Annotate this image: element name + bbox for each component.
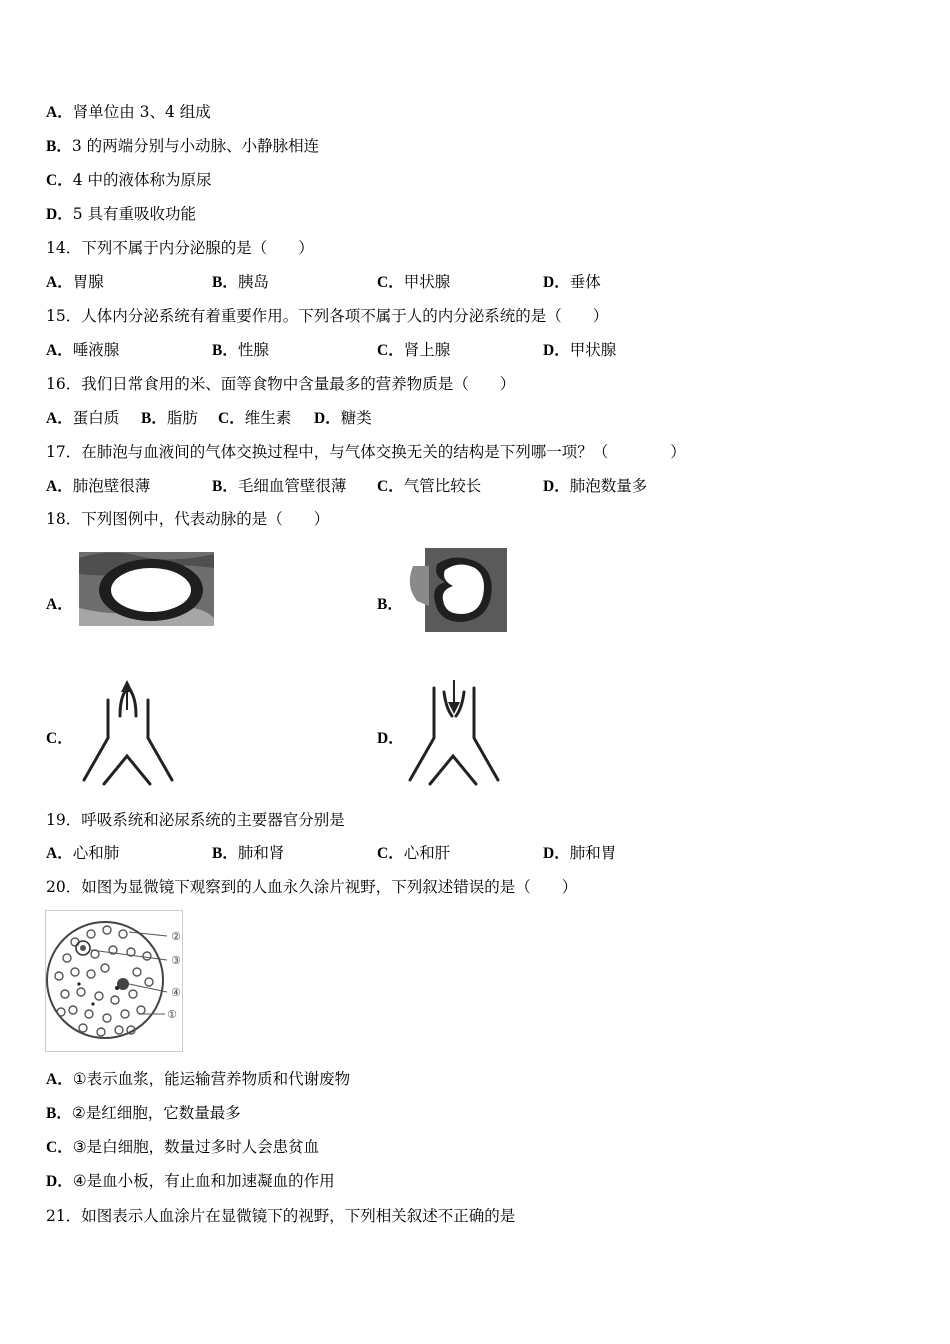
fig-mark-1: ① bbox=[167, 1008, 177, 1021]
q16-option-d: D．糖类 bbox=[314, 409, 372, 427]
q17-option-b: B．毛细血管壁很薄 bbox=[212, 477, 347, 495]
fig-mark-2: ② bbox=[171, 930, 181, 943]
q19-stem: 19．呼吸系统和泌尿系统的主要器官分别是 bbox=[46, 811, 345, 829]
q14-option-d: D．垂体 bbox=[543, 273, 601, 291]
q19-option-d: D．肺和胃 bbox=[543, 844, 617, 862]
q16-option-b: B．脂肪 bbox=[141, 409, 198, 427]
q15-option-a: A．唾液腺 bbox=[46, 341, 120, 359]
q13-option-b: B．3 的两端分别与小动脉、小静脉相连 bbox=[46, 137, 320, 155]
q16-options bbox=[46, 408, 746, 428]
q17-options bbox=[46, 476, 746, 496]
q14-option-b: B．胰岛 bbox=[212, 273, 269, 291]
vessel-diagram-upward-arrow bbox=[80, 676, 175, 788]
q15-stem: 15．人体内分泌系统有着重要作用。下列各项不属于人的内分泌系统的是（ ） bbox=[46, 307, 609, 325]
q19-option-a: A．心和肺 bbox=[46, 844, 120, 862]
q17-stem: 17．在肺泡与血液间的气体交换过程中，与气体交换无关的结构是下列哪一项？（ ） bbox=[46, 443, 686, 461]
q14-option-c: C．甲状腺 bbox=[377, 273, 451, 291]
q18-label-c: C． bbox=[46, 730, 73, 747]
q19-options bbox=[46, 843, 746, 863]
q13-option-d: D．5 具有重吸收功能 bbox=[46, 205, 196, 223]
vessel-diagram-downward-arrow bbox=[406, 676, 501, 788]
q16-option-a: A．蛋白质 bbox=[46, 409, 120, 427]
q14-option-a: A．胃腺 bbox=[46, 273, 104, 291]
q20-option-d: D．④是血小板，有止血和加速凝血的作用 bbox=[46, 1172, 335, 1190]
q17-option-a: A．肺泡壁很薄 bbox=[46, 477, 151, 495]
q15-option-c: C．肾上腺 bbox=[377, 341, 451, 359]
q13-option-c: C．4 中的液体称为原尿 bbox=[46, 171, 212, 189]
q14-stem: 14．下列不属于内分泌腺的是（ ） bbox=[46, 239, 314, 257]
q13-option-a: A．肾单位由 3、4 组成 bbox=[46, 103, 211, 121]
q16-stem: 16．我们日常食用的米、面等食物中含量最多的营养物质是（ ） bbox=[46, 375, 516, 393]
q19-option-b: B．肺和肾 bbox=[212, 844, 285, 862]
artery-cross-section-image bbox=[79, 548, 214, 628]
blood-smear-microscope-image bbox=[45, 910, 183, 1052]
q18-label-d: D． bbox=[377, 730, 404, 747]
q18-label-b: B． bbox=[377, 596, 403, 613]
q17-option-c: C．气管比较长 bbox=[377, 477, 482, 495]
q17-option-d: D．肺泡数量多 bbox=[543, 477, 648, 495]
q14-options bbox=[46, 272, 746, 292]
q20-option-a: A．①表示血浆，能运输营养物质和代谢废物 bbox=[46, 1070, 351, 1088]
q20-option-c: C．③是白细胞，数量过多时人会患贫血 bbox=[46, 1138, 320, 1156]
q15-option-d: D．甲状腺 bbox=[543, 341, 617, 359]
vein-cross-section-image bbox=[405, 546, 507, 634]
fig-mark-3: ③ bbox=[171, 954, 181, 967]
q15-option-b: B．性腺 bbox=[212, 341, 269, 359]
q20-stem: 20．如图为显微镜下观察到的人血永久涂片视野，下列叙述错误的是（ ） bbox=[46, 878, 578, 896]
q18-label-a: A． bbox=[46, 596, 73, 613]
q15-options bbox=[46, 340, 746, 360]
q21-stem: 21．如图表示人血涂片在显微镜下的视野，下列相关叙述不正确的是 bbox=[46, 1207, 516, 1225]
q18-stem: 18．下列图例中，代表动脉的是（ ） bbox=[46, 510, 330, 528]
q20-option-b: B．②是红细胞，它数量最多 bbox=[46, 1104, 241, 1122]
q19-option-c: C．心和肝 bbox=[377, 844, 451, 862]
q16-option-c: C．维生素 bbox=[218, 409, 292, 427]
fig-mark-4: ④ bbox=[171, 986, 181, 999]
